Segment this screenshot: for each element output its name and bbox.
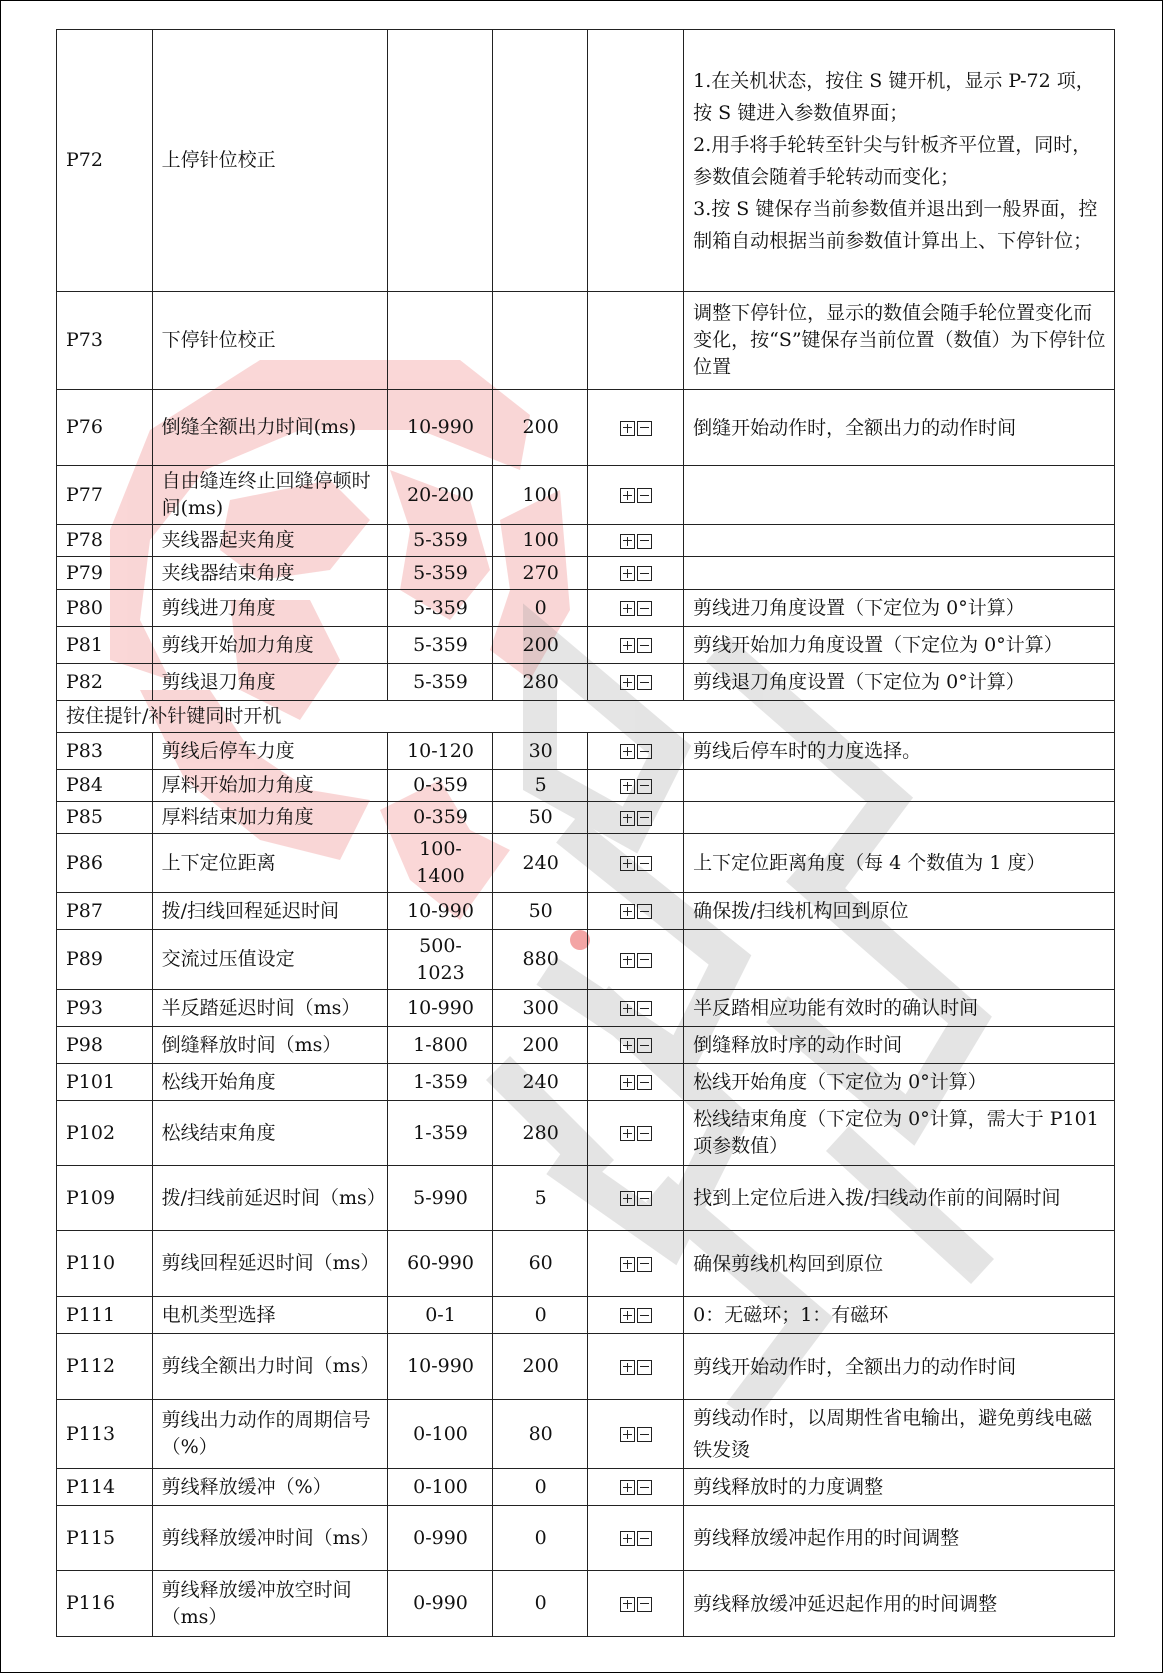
param-default: 280 [492, 664, 588, 701]
parameter-row-p111 [57, 1297, 1115, 1334]
param-description [684, 1231, 1115, 1297]
param-adjust [588, 1334, 684, 1400]
param-default: 80 [492, 1400, 588, 1469]
param-default: 50 [492, 893, 588, 930]
parameter-row-p98 [57, 1027, 1115, 1064]
parameter-row-p80 [57, 590, 1115, 627]
param-name: 剪线进刀角度 [152, 590, 388, 627]
param-description [684, 590, 1115, 627]
param-range: 100-1400 [388, 834, 493, 893]
param-range: 500-1023 [388, 930, 493, 990]
param-code: P93 [57, 990, 153, 1027]
plus-minus-keys [620, 1597, 652, 1612]
param-adjust [588, 990, 684, 1027]
plus-minus-keys [620, 856, 652, 871]
param-description [684, 525, 1115, 557]
param-default: 240 [492, 834, 588, 893]
param-description [684, 30, 1115, 292]
param-range: 5-359 [388, 664, 493, 701]
param-code: P86 [57, 834, 153, 893]
param-adjust [588, 770, 684, 802]
parameter-row-p79 [57, 557, 1115, 590]
plus-key-icon [620, 1001, 635, 1016]
plus-key-icon [620, 566, 635, 581]
param-code: P113 [57, 1400, 153, 1469]
minus-key-icon [637, 488, 652, 503]
plus-key-icon [620, 534, 635, 549]
plus-minus-keys [620, 675, 652, 690]
param-description [684, 733, 1115, 770]
parameter-row-p86 [57, 834, 1115, 893]
param-name: 厚料开始加力角度 [152, 770, 388, 802]
param-adjust [588, 525, 684, 557]
parameter-row-p112 [57, 1334, 1115, 1400]
minus-key-icon [637, 638, 652, 653]
param-description [684, 466, 1115, 525]
param-description [684, 770, 1115, 802]
param-name: 交流过压值设定 [152, 930, 388, 990]
param-code: P79 [57, 557, 153, 590]
description-line: 2.用手将手轮转至针尖与针板齐平位置，同时，参数值会随着手轮转动而变化； [693, 133, 1092, 188]
param-default: 200 [492, 627, 588, 664]
parameter-row-p110 [57, 1231, 1115, 1297]
plus-key-icon [620, 1597, 635, 1612]
minus-key-icon [637, 1257, 652, 1272]
param-name: 剪线回程延迟时间（ms） [152, 1231, 388, 1297]
param-adjust [588, 1297, 684, 1334]
param-description [684, 1297, 1115, 1334]
param-name: 剪线释放缓冲（%） [152, 1469, 388, 1506]
description-line: 剪线释放时的力度调整 [693, 1476, 884, 1498]
param-code: P78 [57, 525, 153, 557]
param-code: P83 [57, 733, 153, 770]
parameter-row-p115 [57, 1506, 1115, 1571]
param-name: 厚料结束加力角度 [152, 802, 388, 834]
parameter-row-p85 [57, 802, 1115, 834]
parameter-row-p87 [57, 893, 1115, 930]
plus-minus-keys [620, 1001, 652, 1016]
param-default: 0 [492, 1506, 588, 1571]
param-default: 880 [492, 930, 588, 990]
plus-minus-keys [620, 534, 652, 549]
param-default: 0 [492, 1297, 588, 1334]
param-range [388, 30, 493, 292]
minus-key-icon [637, 675, 652, 690]
param-code: P110 [57, 1231, 153, 1297]
param-code: P111 [57, 1297, 153, 1334]
minus-key-icon [637, 566, 652, 581]
parameter-row-p72 [57, 30, 1115, 292]
minus-key-icon [637, 1531, 652, 1546]
minus-key-icon [637, 1075, 652, 1090]
description-line: 倒缝释放时序的动作时间 [693, 1034, 903, 1056]
description-line: 上下定位距离角度（每 4 个数值为 1 度） [693, 852, 1046, 874]
param-default: 0 [492, 590, 588, 627]
param-name: 剪线释放缓冲放空时间（ms） [152, 1571, 388, 1637]
param-description [684, 802, 1115, 834]
plus-minus-keys [620, 566, 652, 581]
minus-key-icon [637, 1126, 652, 1141]
param-default: 200 [492, 1334, 588, 1400]
param-default: 5 [492, 770, 588, 802]
plus-minus-keys [620, 1038, 652, 1053]
plus-minus-keys [620, 601, 652, 616]
plus-minus-keys [620, 811, 652, 826]
param-name: 剪线全额出力时间（ms） [152, 1334, 388, 1400]
param-range: 1-359 [388, 1064, 493, 1101]
param-name: 下停针位校正 [152, 292, 388, 390]
minus-key-icon [637, 1001, 652, 1016]
param-default: 30 [492, 733, 588, 770]
param-description [684, 990, 1115, 1027]
param-adjust [588, 893, 684, 930]
plus-key-icon [620, 856, 635, 871]
param-description [684, 1064, 1115, 1101]
param-description [684, 893, 1115, 930]
param-adjust [588, 834, 684, 893]
description-line: 剪线进刀角度设置（下定位为 0°计算） [693, 597, 1025, 619]
param-default: 200 [492, 1027, 588, 1064]
param-code: P87 [57, 893, 153, 930]
param-default: 5 [492, 1166, 588, 1231]
plus-key-icon [620, 421, 635, 436]
param-default [492, 292, 588, 390]
parameter-row-p76 [57, 390, 1115, 466]
param-range: 60-990 [388, 1231, 493, 1297]
plus-key-icon [620, 1126, 635, 1141]
plus-key-icon [620, 1531, 635, 1546]
param-name: 剪线释放缓冲时间（ms） [152, 1506, 388, 1571]
description-line: 剪线动作时，以周期性省电输出，避免剪线电磁铁发烫 [693, 1407, 1093, 1461]
param-description [684, 1166, 1115, 1231]
parameter-row-p78 [57, 525, 1115, 557]
section-row [57, 701, 1115, 733]
minus-key-icon [637, 811, 652, 826]
param-code: P109 [57, 1166, 153, 1231]
description-line: 1.在关机状态，按住 S 键开机，显示 P-72 项，按 S 键进入参数值界面； [693, 69, 1095, 124]
minus-key-icon [637, 421, 652, 436]
plus-key-icon [620, 1075, 635, 1090]
plus-key-icon [620, 488, 635, 503]
plus-key-icon [620, 1257, 635, 1272]
param-adjust [588, 1064, 684, 1101]
plus-key-icon [620, 1360, 635, 1375]
param-range: 5-359 [388, 557, 493, 590]
param-description [684, 664, 1115, 701]
param-code: P84 [57, 770, 153, 802]
description-line: 半反踏相应功能有效时的确认时间 [693, 997, 979, 1019]
plus-key-icon [620, 953, 635, 968]
plus-key-icon [620, 904, 635, 919]
param-code: P112 [57, 1334, 153, 1400]
parameter-row-p81 [57, 627, 1115, 664]
param-code: P114 [57, 1469, 153, 1506]
param-name: 电机类型选择 [152, 1297, 388, 1334]
plus-minus-keys [620, 1308, 652, 1323]
minus-key-icon [637, 1427, 652, 1442]
minus-key-icon [637, 856, 652, 871]
param-range: 5-990 [388, 1166, 493, 1231]
description-line: 确保拨/扫线机构回到原位 [693, 900, 909, 922]
param-adjust [588, 1027, 684, 1064]
minus-key-icon [637, 744, 652, 759]
minus-key-icon [637, 904, 652, 919]
param-description [684, 1027, 1115, 1064]
param-description [684, 930, 1115, 990]
parameter-row-p116 [57, 1571, 1115, 1637]
param-range [388, 292, 493, 390]
description-line: 松线开始角度（下定位为 0°计算） [693, 1071, 987, 1093]
param-description [684, 390, 1115, 466]
param-name: 夹线器起夹角度 [152, 525, 388, 557]
param-description [684, 1334, 1115, 1400]
param-adjust [588, 802, 684, 834]
param-code: P85 [57, 802, 153, 834]
minus-key-icon [637, 534, 652, 549]
param-adjust [588, 1571, 684, 1637]
param-code: P115 [57, 1506, 153, 1571]
parameter-row-p73 [57, 292, 1115, 390]
param-range: 0-100 [388, 1400, 493, 1469]
param-adjust [588, 1101, 684, 1166]
param-adjust [588, 664, 684, 701]
param-adjust [588, 30, 684, 292]
param-range: 0-359 [388, 802, 493, 834]
plus-minus-keys [620, 1257, 652, 1272]
param-description [684, 1571, 1115, 1637]
param-range: 10-990 [388, 990, 493, 1027]
param-adjust [588, 590, 684, 627]
param-description [684, 292, 1115, 390]
param-default: 0 [492, 1571, 588, 1637]
parameter-rows-top [57, 30, 1115, 701]
minus-key-icon [637, 1480, 652, 1495]
plus-minus-keys [620, 1531, 652, 1546]
plus-minus-keys [620, 488, 652, 503]
minus-key-icon [637, 1038, 652, 1053]
param-code: P82 [57, 664, 153, 701]
plus-key-icon [620, 1427, 635, 1442]
plus-minus-keys [620, 779, 652, 794]
parameter-row-p114 [57, 1469, 1115, 1506]
parameter-row-p89 [57, 930, 1115, 990]
description-line: 确保剪线机构回到原位 [693, 1252, 884, 1275]
param-name: 松线结束角度 [152, 1101, 388, 1166]
param-name: 剪线退刀角度 [152, 664, 388, 701]
param-adjust [588, 930, 684, 990]
plus-minus-keys [620, 1360, 652, 1375]
param-adjust [588, 1506, 684, 1571]
param-name: 夹线器结束角度 [152, 557, 388, 590]
plus-key-icon [620, 1038, 635, 1053]
param-range: 1-800 [388, 1027, 493, 1064]
param-default: 60 [492, 1231, 588, 1297]
param-range: 10-990 [388, 1334, 493, 1400]
plus-minus-keys [620, 953, 652, 968]
param-code: P102 [57, 1101, 153, 1166]
minus-key-icon [637, 1191, 652, 1206]
param-default: 50 [492, 802, 588, 834]
param-code: P116 [57, 1571, 153, 1637]
param-description [684, 1469, 1115, 1506]
description-line: 调整下停针位，显示的数值会随手轮位置变化而变化，按“S”键保存当前位置（数值）为下停针位位置 [693, 302, 1106, 378]
param-name: 拨/扫线前延迟时间（ms） [152, 1166, 388, 1231]
param-default: 280 [492, 1101, 588, 1166]
param-adjust [588, 1231, 684, 1297]
param-code: P80 [57, 590, 153, 627]
plus-key-icon [620, 1308, 635, 1323]
parameter-row-p83 [57, 733, 1115, 770]
param-range: 5-359 [388, 525, 493, 557]
param-name: 上下定位距离 [152, 834, 388, 893]
plus-minus-keys [620, 904, 652, 919]
param-default: 200 [492, 390, 588, 466]
description-line: 剪线开始动作时，全额出力的动作时间 [693, 1355, 1017, 1378]
parameter-row-p82 [57, 664, 1115, 701]
param-name: 倒缝全额出力时间(ms) [152, 390, 388, 466]
param-code: P81 [57, 627, 153, 664]
parameter-table [56, 29, 1115, 1637]
plus-minus-keys [620, 421, 652, 436]
minus-key-icon [637, 1308, 652, 1323]
parameter-row-p84 [57, 770, 1115, 802]
section-row-group [57, 701, 1115, 733]
parameter-row-p101 [57, 1064, 1115, 1101]
param-name: 拨/扫线回程延迟时间 [152, 893, 388, 930]
description-line: 3.按 S 键保存当前参数值并退出到一般界面，控制箱自动根据当前参数值计算出上、下停针位； [693, 197, 1098, 252]
param-default: 240 [492, 1064, 588, 1101]
param-range: 10-990 [388, 390, 493, 466]
param-name: 松线开始角度 [152, 1064, 388, 1101]
param-name: 自由缝连终止回缝停顿时间(ms) [152, 466, 388, 525]
param-adjust [588, 1166, 684, 1231]
parameter-row-p109 [57, 1166, 1115, 1231]
description-line: 剪线开始加力角度设置（下定位为 0°计算） [693, 634, 1063, 656]
param-range: 10-120 [388, 733, 493, 770]
param-name: 剪线开始加力角度 [152, 627, 388, 664]
plus-minus-keys [620, 638, 652, 653]
section-note: 按住提针/补针键同时开机 [57, 701, 1115, 733]
plus-minus-keys [620, 1075, 652, 1090]
plus-key-icon [620, 675, 635, 690]
param-default: 100 [492, 525, 588, 557]
plus-key-icon [620, 744, 635, 759]
minus-key-icon [637, 601, 652, 616]
param-adjust [588, 627, 684, 664]
plus-key-icon [620, 811, 635, 826]
description-line: 松线结束角度（下定位为 0°计算，需大于 P101 项参数值） [693, 1108, 1099, 1157]
description-line: 剪线释放缓冲起作用的时间调整 [693, 1527, 960, 1549]
param-name: 半反踏延迟时间（ms） [152, 990, 388, 1027]
param-range: 0-1 [388, 1297, 493, 1334]
param-code: P101 [57, 1064, 153, 1101]
param-range: 10-990 [388, 893, 493, 930]
parameter-row-p113 [57, 1400, 1115, 1469]
param-code: P72 [57, 30, 153, 292]
param-adjust [588, 557, 684, 590]
description-line: 剪线释放缓冲延迟起作用的时间调整 [693, 1592, 998, 1615]
param-description [684, 834, 1115, 893]
param-range: 20-200 [388, 466, 493, 525]
param-code: P76 [57, 390, 153, 466]
parameter-row-p102 [57, 1101, 1115, 1166]
plus-key-icon [620, 601, 635, 616]
param-adjust [588, 1400, 684, 1469]
param-code: P98 [57, 1027, 153, 1064]
param-description [684, 557, 1115, 590]
parameter-row-p77 [57, 466, 1115, 525]
param-adjust [588, 390, 684, 466]
description-line: 倒缝开始动作时，全额出力的动作时间 [693, 416, 1017, 439]
plus-minus-keys [620, 1480, 652, 1495]
param-code: P89 [57, 930, 153, 990]
param-default [492, 30, 588, 292]
parameter-rows-bottom [57, 733, 1115, 1637]
plus-key-icon [620, 638, 635, 653]
param-default: 300 [492, 990, 588, 1027]
param-name: 剪线后停车力度 [152, 733, 388, 770]
param-range: 5-359 [388, 590, 493, 627]
plus-minus-keys [620, 1126, 652, 1141]
param-description [684, 1506, 1115, 1571]
description-line: 找到上定位后进入拨/扫线动作前的间隔时间 [693, 1187, 1061, 1209]
param-name: 剪线出力动作的周期信号（%） [152, 1400, 388, 1469]
description-line: 剪线后停车时的力度选择。 [693, 740, 922, 762]
description-line: 0：无磁环；1：有磁环 [693, 1304, 889, 1326]
param-adjust [588, 733, 684, 770]
plus-minus-keys [620, 744, 652, 759]
minus-key-icon [637, 1597, 652, 1612]
param-adjust [588, 1469, 684, 1506]
param-range: 5-359 [388, 627, 493, 664]
param-default: 270 [492, 557, 588, 590]
minus-key-icon [637, 1360, 652, 1375]
param-description [684, 627, 1115, 664]
param-code: P77 [57, 466, 153, 525]
parameter-row-p93 [57, 990, 1115, 1027]
param-default: 100 [492, 466, 588, 525]
param-range: 0-359 [388, 770, 493, 802]
param-description [684, 1101, 1115, 1166]
param-name: 上停针位校正 [152, 30, 388, 292]
plus-key-icon [620, 1191, 635, 1206]
param-range: 0-990 [388, 1571, 493, 1637]
param-range: 0-990 [388, 1506, 493, 1571]
param-adjust [588, 292, 684, 390]
param-range: 1-359 [388, 1101, 493, 1166]
param-code: P73 [57, 292, 153, 390]
plus-minus-keys [620, 1427, 652, 1442]
plus-key-icon [620, 1480, 635, 1495]
param-range: 0-100 [388, 1469, 493, 1506]
param-default: 0 [492, 1469, 588, 1506]
param-adjust [588, 466, 684, 525]
param-name: 倒缝释放时间（ms） [152, 1027, 388, 1064]
plus-minus-keys [620, 1191, 652, 1206]
description-line: 剪线退刀角度设置（下定位为 0°计算） [693, 671, 1025, 693]
plus-key-icon [620, 779, 635, 794]
minus-key-icon [637, 779, 652, 794]
param-description [684, 1400, 1115, 1469]
minus-key-icon [637, 953, 652, 968]
